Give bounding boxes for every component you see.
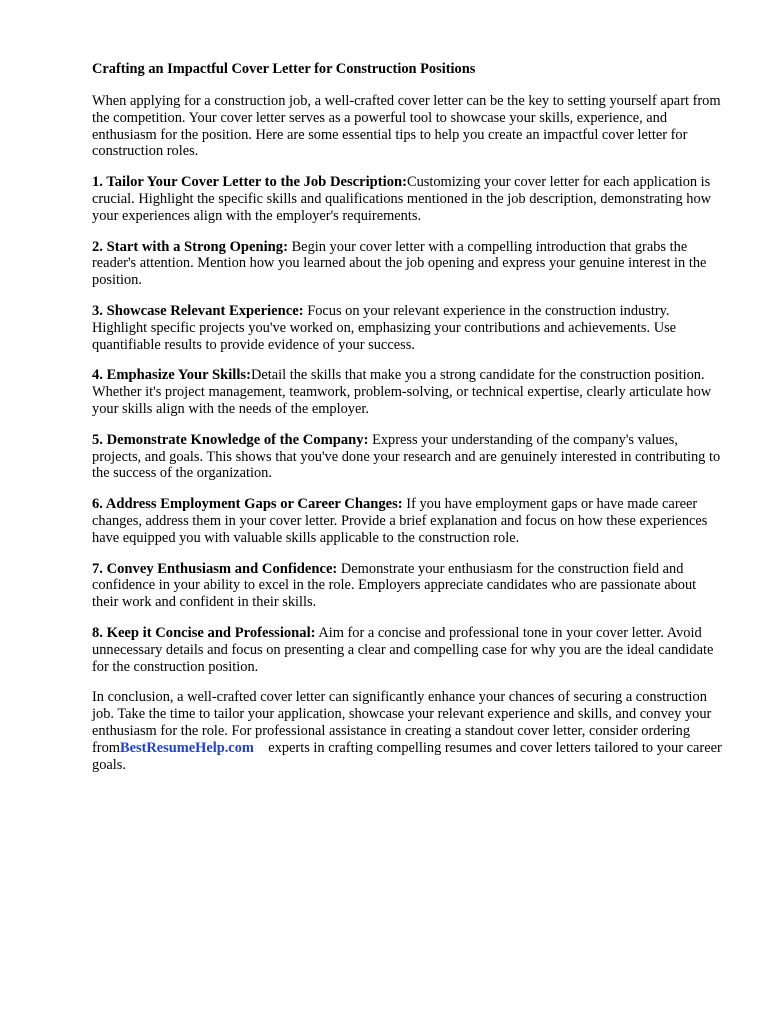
tip-body: Focus on your relevant experience in the construction industry. Highlight specific projects you've worked on, emphasizing your contributions and achievements. Use quantifiable results to provide evidence of your success.: [92, 302, 677, 353]
tip-body: Aim for a concise and professional tone in your cover letter. Avoid unnecessary details and focus on presenting a clear and compelling case for why you are the ideal candidate for the construction position.: [92, 624, 714, 675]
tip-heading: 6. Address Employment Gaps or Career Changes:: [92, 496, 403, 513]
tip-body: Customizing your cover letter for each application is crucial. Highlight the specific skills and qualifications mentioned in the job description, demonstrating how your experiences align with the employer's requirements.: [92, 174, 712, 224]
bestresumehelp-link[interactable]: BestResumeHelp.com: [119, 739, 254, 756]
tip-body: Detail the skills that make you a strong candidate for the construction position. Whether it's project management, teamwork, problem-solving, or technical expertise, clearly articulate how your skills align with the needs of the employer.: [92, 367, 712, 417]
tip-heading: 8. Keep it Concise and Professional:: [92, 624, 316, 641]
tip-heading: 5. Demonstrate Knowledge of the Company:: [92, 431, 369, 448]
tip-7: [92, 561, 724, 611]
tip-6: [92, 496, 724, 546]
tip-body: If you have employment gaps or have made career changes, address them in your cover letter. Provide a brief explanation and focus on how these experiences have equipped you with valuable skills applicable to the construction role.: [92, 496, 708, 546]
intro-paragraph: When applying for a construction job, a well-crafted cover letter can be the key to setting yourself apart from the competition. Your cover letter serves as a powerful tool to showcase your skills, experience, and enthusiasm for the position. Here are some essential tips to help you create an impactful cover letter for construction roles.: [92, 93, 721, 160]
conclusion-paragraph: [92, 689, 724, 773]
tip-1: [92, 174, 724, 224]
tip-heading: 3. Showcase Relevant Experience:: [92, 302, 304, 319]
tip-2: [92, 239, 724, 289]
tip-4: [92, 367, 724, 417]
conclusion-text: In conclusion, a well-crafted cover letter can significantly enhance your chances of securing a construction job. Take the time to tailor your application, showcase your relevant experience and skills, and convey your enthusiasm for the role. For professional assistance in creating a standout cover letter, consider ordering from: [92, 689, 712, 756]
tip-heading: 2. Start with a Strong Opening:: [92, 238, 288, 255]
tip-8: [92, 625, 724, 675]
tip-3: [92, 303, 724, 353]
conclusion-text-end: experts in crafting compelling resumes and cover letters tailored to your career goals.: [92, 739, 722, 773]
document-title: Crafting an Impactful Cover Letter for Construction Positions: [92, 61, 476, 77]
tip-heading: 4. Emphasize Your Skills:: [92, 367, 251, 384]
tip-body: Begin your cover letter with a compelling introduction that grabs the reader's attention. Mention how you learned about the job opening and express your genuine interest in the position.: [92, 238, 707, 289]
tip-body: Express your understanding of the company's values, projects, and goals. This shows that you've done your research and are genuinely interested in contributing to the success of the organization.: [92, 431, 721, 482]
tip-heading: 1. Tailor Your Cover Letter to the Job Description:: [92, 174, 407, 191]
tip-5: [92, 432, 724, 482]
tip-body: Demonstrate your enthusiasm for the construction field and confidence in your ability to excel in the role. Employers appreciate candidates who are passionate about their work and confident in their skills.: [92, 560, 697, 611]
tip-heading: 7. Convey Enthusiasm and Confidence:: [92, 560, 338, 577]
